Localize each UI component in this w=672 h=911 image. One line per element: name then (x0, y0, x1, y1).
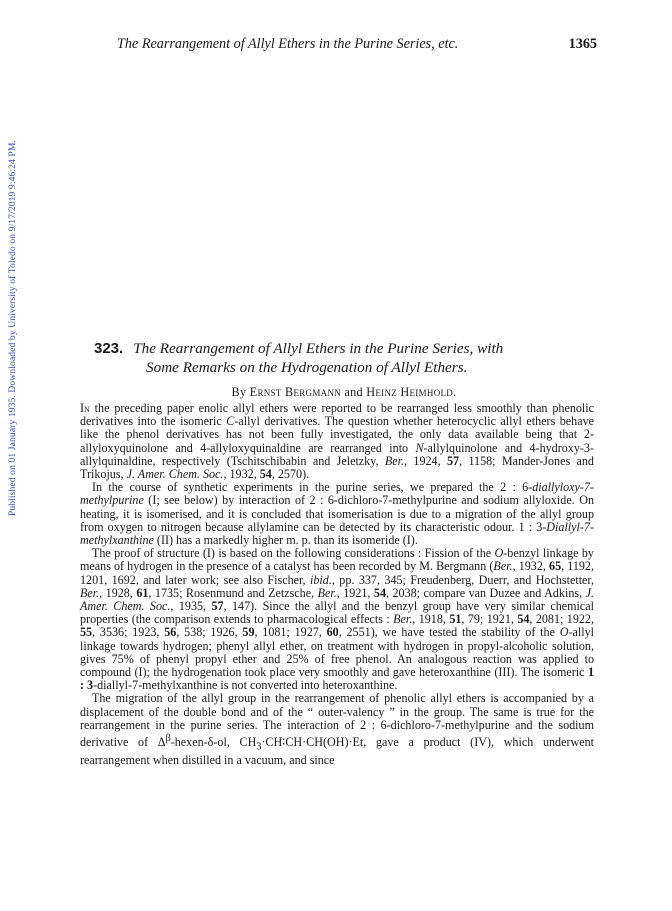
author-1: Ernst Bergmann (249, 385, 342, 399)
paragraph-1 (80, 402, 594, 481)
download-stamp: Published on 01 January 1935. Downloaded by University of Toledo on 9/17/2019 9:46:24 PM. (7, 140, 18, 517)
byline (94, 385, 594, 400)
journal-ref: Ber. (317, 585, 337, 600)
journal-ref: J. Amer. Chem. Soc. (126, 467, 224, 482)
article-title-line2: Some Remarks on the Hydrogenation of Allyl Ethers. (146, 359, 468, 376)
page-number: 1365 (568, 36, 597, 52)
text-run: -allylquinolone and 4-hydroxy-3-allylquinaldine, respectively (Tschitschibabin and Jeletzky, (80, 440, 594, 468)
text-run: (II) has a markedly higher m. p. than its isomeride (I). (153, 533, 418, 548)
paragraph-3 (80, 547, 594, 692)
journal-ref: ibid. (310, 572, 332, 587)
text-run: , 1928, (99, 585, 137, 600)
article-body (80, 402, 594, 767)
text-run: , 147). Since the allyl and the benzyl group have very similar chemical properties (the comparison extends to pharmacological effects : (80, 599, 595, 627)
text-run: , 1932, (223, 467, 260, 482)
volume-ref: 57 (211, 599, 224, 614)
text-run: The proof of structure (I) is based on the following considerations : Fission of the (92, 546, 495, 561)
text-run: The migration of the allyl group in the rearrangement of phenolic allyl ethers is accompanied by a displacement of the double bond and of the “ outer-valency ” in the group. The same is true for the rearrangement in the purine series. The interaction of 2 : 6-dichloro-7-methylpurine and the sodium derivative of Δ (80, 691, 594, 750)
text-run: the preceding paper enolic allyl ethers were reported to be rearranged less smoothly than phenolic derivatives into the isomeric (80, 401, 594, 429)
text-run: -benzyl linkage by means of hydrogen in the presence of a catalyst has been recorded by M. Bergmann ( (80, 546, 594, 574)
italic-run: O (559, 625, 569, 640)
volume-ref: 51 (449, 612, 462, 627)
journal-ref: Ber. (80, 585, 100, 600)
volume-ref: 60 (326, 625, 339, 640)
volume-ref: 54 (373, 585, 386, 600)
text-run: , 1924, (404, 453, 447, 468)
article-number: 323. (94, 340, 124, 357)
text-run: , 79; 1921, (461, 612, 518, 627)
volume-ref: 54 (517, 612, 530, 627)
paragraph-2 (80, 481, 594, 547)
text-run: ·CH∶CH·CH(OH)·Et, gave a product (IV), which underwent rearrangement when distilled in a vacuum, and since (80, 735, 594, 767)
paragraph-4 (80, 692, 594, 766)
article-header (94, 340, 594, 400)
compound-name: diallyloxy-7-methylpurine (80, 480, 594, 508)
italic-run: C (226, 414, 235, 429)
text-run: -allyl derivatives. The question whether heterocyclic allyl ethers behave like the phenol derivatives has not been fully investigated, the only data available being that 2-allyloxyquinolone and 4-allyloxyquinaldine are rearranged into (80, 414, 594, 455)
text-run: -allyl linkage towards hydrogen; phenyl allyl ether, on treatment with hydrogen in propyl-alcoholic solution, gives 75% of phenyl propyl ether and 25% of free phenol. An analogous reaction was applied to compound (I); the hydrogenation took place very smoothly and gave heteroxanthine (III). The isomeric (80, 625, 594, 680)
compound-name: Diallyl-7-methylxanthine (80, 519, 594, 548)
text-run: , 1935, (170, 599, 212, 614)
text-run: , 1081; 1927, (254, 625, 327, 640)
text-run: , 1735; Rosenmund and Zetzsche, (148, 585, 318, 600)
journal-ref: J. Amer. Chem. Soc. (80, 585, 594, 614)
journal-ref: Ber. (393, 612, 413, 627)
volume-ref: 61 (136, 585, 149, 600)
journal-ref: Ber. (384, 453, 405, 468)
running-title: The Rearrangement of Allyl Ethers in the Purine Series, etc. (117, 36, 459, 52)
text-run: , 2570). (271, 467, 310, 482)
byline-by: By (231, 385, 247, 399)
italic-run: O (494, 546, 504, 561)
text-run: , pp. 337, 345; Freudenberg, Duerr, and Hochstetter, (331, 572, 594, 587)
article-title-text1: The Rearrangement of Allyl Ethers in the Purine Series, with (133, 340, 504, 357)
article-title-line1 (94, 340, 594, 358)
bold-run: 1 : 3 (80, 665, 594, 693)
text-run: -diallyl-7-methylxanthine is not converted into heteroxanthine. (93, 678, 398, 693)
volume-ref: 57 (446, 453, 460, 468)
text-run: , 538; 1926, (176, 625, 243, 640)
text-run: , 3536; 1923, (92, 625, 165, 640)
running-head (117, 36, 597, 53)
volume-ref: 54 (259, 467, 272, 482)
text-run: , 1932, (512, 559, 550, 574)
text-run: , 1921, (336, 585, 374, 600)
drop-word: In (80, 401, 90, 415)
text-run: -hexen-δ-ol, CH (170, 735, 257, 750)
journal-ref: Ber. (493, 559, 513, 574)
volume-ref: 65 (549, 559, 562, 574)
italic-run: N (415, 440, 424, 455)
volume-ref: 59 (242, 625, 255, 640)
text-run: (I; see below) by interaction of 2 : 6-dichloro-7-methylpurine and sodium allyloxide. On heating, it is isomerised, and it is concluded that isomerisation is due to a migration of the allyl group from oxygen to nitrogen because allylamine can be detected by its characteristic odour. 1 : 3- (80, 493, 594, 534)
text-run: , 1158; Mander-Jones and Trikojus, (80, 453, 594, 482)
text-run: In the course of synthetic experiments in the purine series, we prepared the 2 : 6- (92, 480, 533, 495)
volume-ref: 55 (80, 625, 93, 640)
byline-and: and (344, 385, 363, 399)
text-run: , 2081; 1922, (529, 612, 594, 627)
text-run: , 1192, 1201, 1692, and later work; see also Fischer, (80, 559, 595, 587)
volume-ref: 56 (164, 625, 177, 640)
author-2: Heinz Heimhold. (366, 385, 457, 399)
subscript: 3 (256, 741, 262, 753)
superscript: β (165, 733, 171, 745)
text-run: , 2551), we have tested the stability of the (338, 625, 560, 640)
text-run: , 1918, (412, 612, 450, 627)
text-run: , 2038; compare van Duzee and Adkins, (386, 585, 586, 600)
